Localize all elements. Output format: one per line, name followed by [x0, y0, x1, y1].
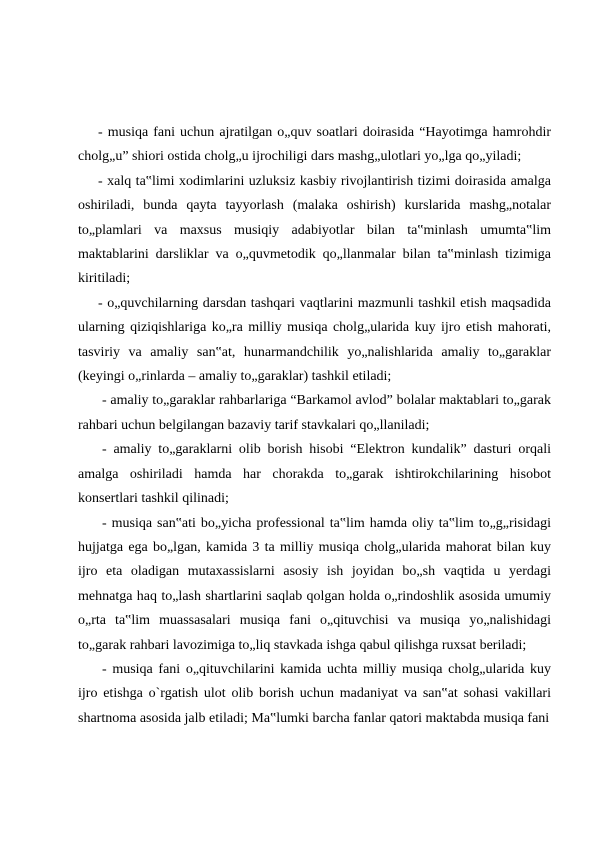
- paragraph-culture-representatives: - musiqa fani o„qituvchilarini kamida uchta milliy musiqa cholg„ularida kuy ijro etishga o`rgatish ulot olib borish uchun madaniyat va san‟at sohasi vakillari shartnoma asosida jalb etiladi; Ma‟lumki barcha fanlar qatori maktabda musiqa fani: [78, 661, 551, 726]
- paragraph-extracurricular-clubs: - o„quvchilarning darsdan tashqari vaqtlarini mazmunli tashkil etish maqsadida ularning qiziqishlariga ko„ra milliy musiqa cholg„ularida kuy ijro etish mahorati, tasviriy va amaliy san‟at, hunarmandchilik yo„nalishlarida amaliy to„garaklar (keyingi o„rinlarda – amaliy to„garaklar) tashkil etiladi;: [78, 295, 551, 385]
- paragraph-electronic-diary: - amaliy to„garaklarni olib borish hisobi “Elektron kundalik” dasturi orqali amalga oshiriladi hamda har chorakda to„garak ishtirokchilarining hisobot konsertlari tashkil qilinadi;: [78, 442, 551, 507]
- body-text: [78, 121, 551, 731]
- paragraph-club-tariffs: - amaliy to„garaklar rahbarlariga “Barkamol avlod” bolalar maktablari to„garak rahbari uchun belgilangan bazaviy tarif stavkalari qo„llaniladi;: [78, 393, 551, 433]
- paragraph-teacher-development: - xalq ta‟limi xodimlarini uzluksiz kasbiy rivojlantirish tizimi doirasida amalga oshiriladi, bunda qayta tayyorlash (malaka oshirish) kurslarida mashg„notalar to„plamlari va maxsus musiqiy adabiyotlar bilan ta‟minlash umumta‟lim maktablarini darsliklar va o„quvmetodik qo„llanmalar bilan ta‟minlash tizimiga kiritiladi;: [78, 173, 551, 287]
- paragraph-choir-instruction: - musiqa fani uchun ajratilgan o„quv soatlari doirasida “Hayotimga hamrohdir cholg„u” shiori ostida cholg„u ijrochiligi dars mashg„ulotlari yo„lga qo„yiladi;: [78, 125, 551, 165]
- paragraph-specialist-hiring: - musiqa san‟ati bo„yicha professional ta‟lim hamda oliy ta‟lim to„g„risidagi hujjatga ega bo„lgan, kamida 3 ta milliy musiqa cholg„ularida mahorat bilan kuy ijro eta oladigan mutaxassislarni asosiy ish joyidan bo„sh vaqtida u yerdagi mehnatga haq to„lash shartlarini saqlab qolgan holda o„rindoshlik asosida umumiy o„rta ta‟lim muassasalari musiqa fani o„qituvchisi va musiqa yo„nalishidagi to„garak rahbari lavozimiga to„liq stavkada ishga qabul qilishga ruxsat beriladi;: [78, 515, 551, 653]
